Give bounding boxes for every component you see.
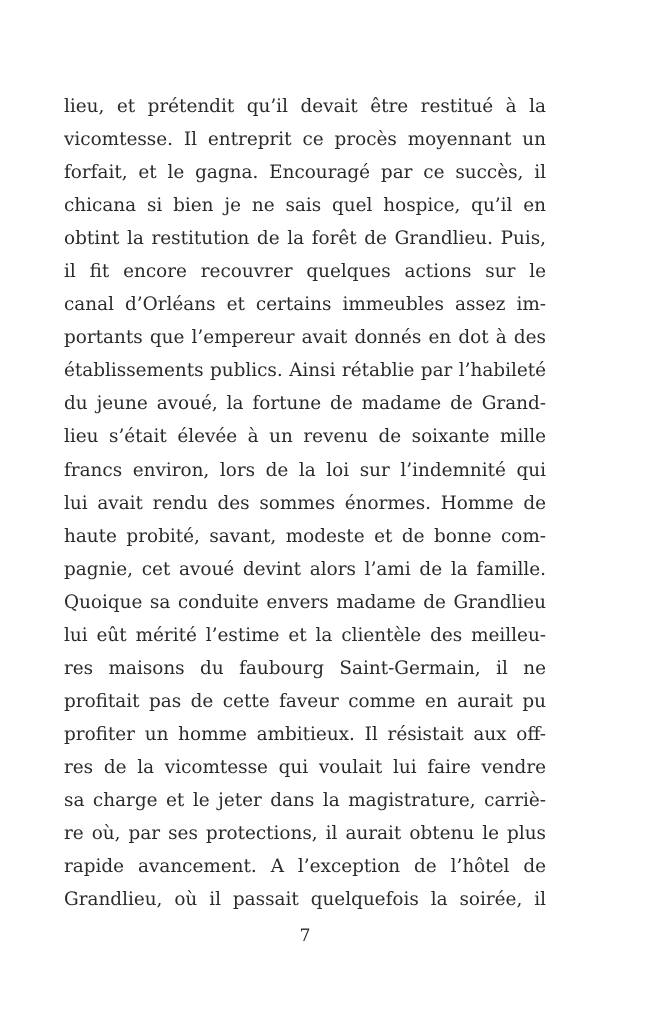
- text-line-15: pagnie, cet avoué devint alors l’ami de la famille.: [64, 558, 546, 580]
- text-line-21: res de la vicomtesse qui voulait lui faire vendre: [64, 756, 546, 778]
- text-line-7: canal d’Orléans et certains immeubles assez im-: [64, 294, 546, 316]
- text-line-25: Grandlieu, où il passait quelquefois la soirée, il: [64, 889, 546, 911]
- text-line-11: lieu s’était élevée à un revenu de soixante mille: [64, 426, 546, 448]
- text-line-17: lui eût mérité l’estime et la clientèle des meilleu-: [64, 624, 546, 646]
- text-line-10: du jeune avoué, la fortune de madame de Grand-: [64, 393, 546, 415]
- text-line-12: francs environ, lors de la loi sur l’indemnité qui: [64, 459, 546, 481]
- text-line-14: haute probité, savant, modeste et de bonne com-: [64, 525, 546, 547]
- text-line-9: établissements publics. Ainsi rétablie par l’habileté: [64, 360, 546, 382]
- text-line-3: forfait, et le gagna. Encouragé par ce succès, il: [64, 162, 546, 184]
- text-line-5: obtint la restitution de la forêt de Grandlieu. Puis,: [64, 228, 546, 250]
- text-line-13: lui avait rendu des sommes énormes. Homme de: [64, 492, 546, 514]
- text-line-6: il fit encore recouvrer quelques actions sur le: [64, 261, 546, 283]
- text-line-24: rapide avancement. A l’exception de l’hôtel de: [64, 856, 546, 878]
- text-line-19: profitait pas de cette faveur comme en aurait pu: [64, 690, 546, 712]
- text-line-22: sa charge et le jeter dans la magistrature, carriè-: [64, 789, 546, 811]
- page-number: 7: [299, 926, 311, 946]
- body-text: [64, 90, 546, 916]
- text-line-2: vicomtesse. Il entreprit ce procès moyennant un: [64, 129, 546, 151]
- text-line-4: chicana si bien je ne sais quel hospice, qu’il en: [64, 195, 546, 217]
- text-line-8: portants que l’empereur avait donnés en dot à des: [64, 327, 546, 349]
- text-line-18: res maisons du faubourg Saint-Germain, il ne: [64, 657, 546, 679]
- text-line-23: re où, par ses protections, il aurait obtenu le plus: [64, 823, 546, 845]
- text-line-20: profiter un homme ambitieux. Il résistait aux off-: [64, 723, 546, 745]
- text-line-1: lieu, et prétendit qu’il devait être restitué à la: [64, 96, 546, 117]
- text-line-16: Quoique sa conduite envers madame de Grandlieu: [64, 591, 546, 613]
